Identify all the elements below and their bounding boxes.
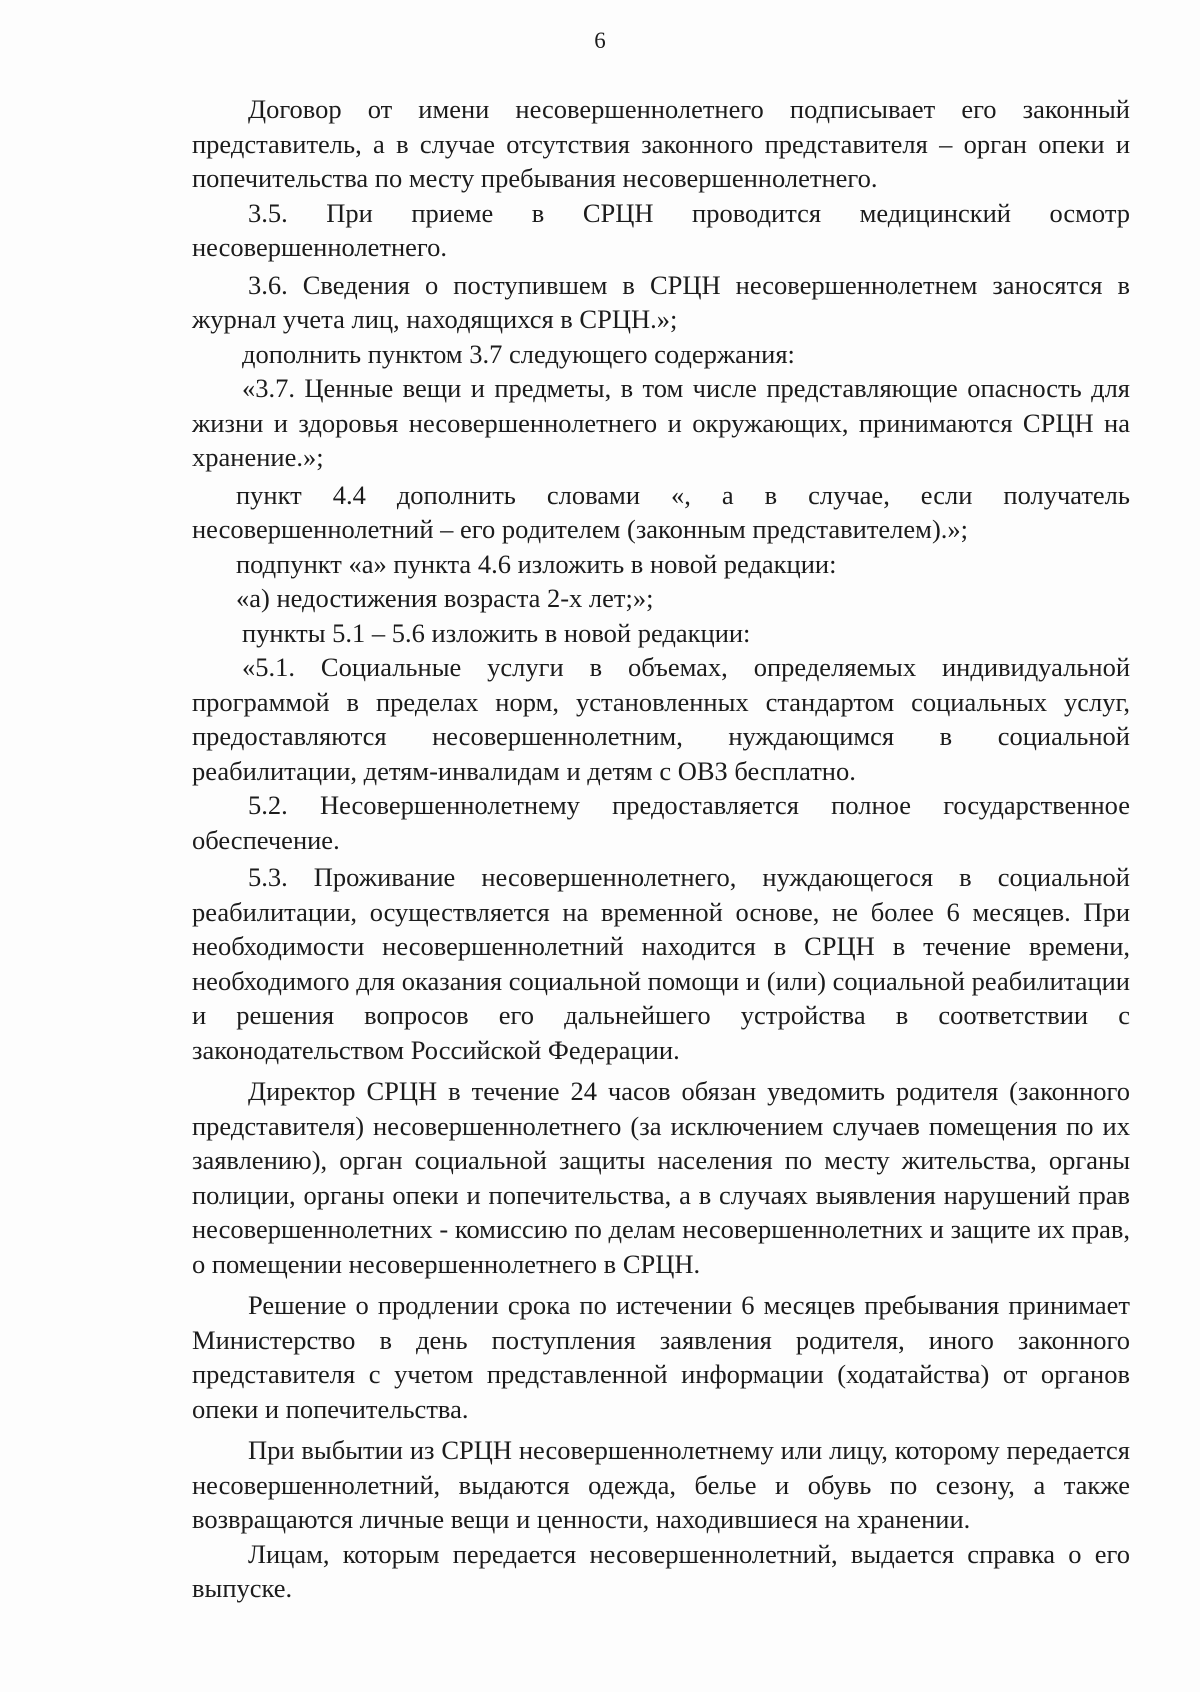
paragraph-discharge: При выбытии из СРЦН несовершеннолетнему или лицу, которому передается несовершеннолетний, выдаются одежда, белье и обувь по сезону, а также возвращаются личные вещи и ценности, находившиеся на хранении. — [192, 1435, 1130, 1534]
paragraph-amend-4-6: подпункт «а» пункта 4.6 изложить в новой редакции: — [236, 548, 837, 579]
paragraph-5-3: 5.3. Проживание несовершеннолетнего, нуждающегося в социальной реабилитации, осуществляется на временной основе, не более 6 месяцев. При необходимости несовершеннолетний находится в СРЦН в течение времени, необходимого для оказания социальной помощи и (или) социальной реабилитации и решения вопросов его дальнейшего устройства в соответствии с законодательством Российской Федерации. — [192, 862, 1130, 1065]
paragraph-5-1: «5.1. Социальные услуги в объемах, определяемых индивидуальной программой в пределах норм, установленных стандартом социальных услуг, предоставляются несовершеннолетним, нуждающимся в социальной реабилитации, детям-инвалидам и детям с ОВЗ бесплатно. — [192, 652, 1130, 786]
paragraph-3-7: «3.7. Ценные вещи и предметы, в том числе представляющие опасность для жизни и здоровья несовершеннолетнего и окружающих, принимаются СРЦН на хранение.»; — [192, 373, 1130, 472]
paragraph-3-6: 3.6. Сведения о поступившем в СРЦН несовершеннолетнем заносятся в журнал учета лиц, находящихся в СРЦН.»; — [192, 269, 1130, 334]
paragraph-5-2: 5.2. Несовершеннолетнему предоставляется полное государственное обеспечение. — [192, 790, 1130, 855]
paragraph-3-5: 3.5. При приеме в СРЦН проводится медицинский осмотр несовершеннолетнего. — [192, 197, 1130, 262]
paragraph-certificate: Лицам, которым передается несовершеннолетний, выдается справка о его выпуске. — [192, 1538, 1130, 1603]
document-body — [192, 92, 1130, 1606]
paragraph-4-6-a: «а) недостижения возраста 2-х лет;»; — [236, 583, 654, 613]
paragraph-extension-decision: Решение о продлении срока по истечении 6 месяцев пребывания принимает Министерство в день поступления заявления родителя, иного законного представителя с учетом представленной информации (ходатайства) от органов опеки и попечительства. — [192, 1290, 1130, 1424]
page-number: 6 — [594, 28, 606, 53]
paragraph-contract-signing: Договор от имени несовершеннолетнего подписывает его законный представитель, а в случае отсутствия законного представителя – орган опеки и попечительства по месту пребывания несовершеннолетнего. — [192, 94, 1130, 193]
paragraph-director-notice: Директор СРЦН в течение 24 часов обязан уведомить родителя (законного представителя) несовершеннолетнего (за исключением случаев помещения по их заявлению), орган социальной защиты населения по месту жительства, органы полиции, органы опеки и попечительства, а в случаях выявления нарушений прав несовершеннолетних - комиссию по делам несовершеннолетних и защите их прав, о помещении несовершеннолетнего в СРЦН. — [192, 1076, 1130, 1279]
paragraph-amend-5-1-5-6: пункты 5.1 – 5.6 изложить в новой редакции: — [242, 617, 751, 648]
paragraph-amend-3-7: дополнить пунктом 3.7 следующего содержания: — [242, 338, 795, 369]
paragraph-amend-4-4: пункт 4.4 дополнить словами «, а в случае, если получатель несовершеннолетний – его родителем (законным представителем).»; — [192, 479, 1130, 544]
